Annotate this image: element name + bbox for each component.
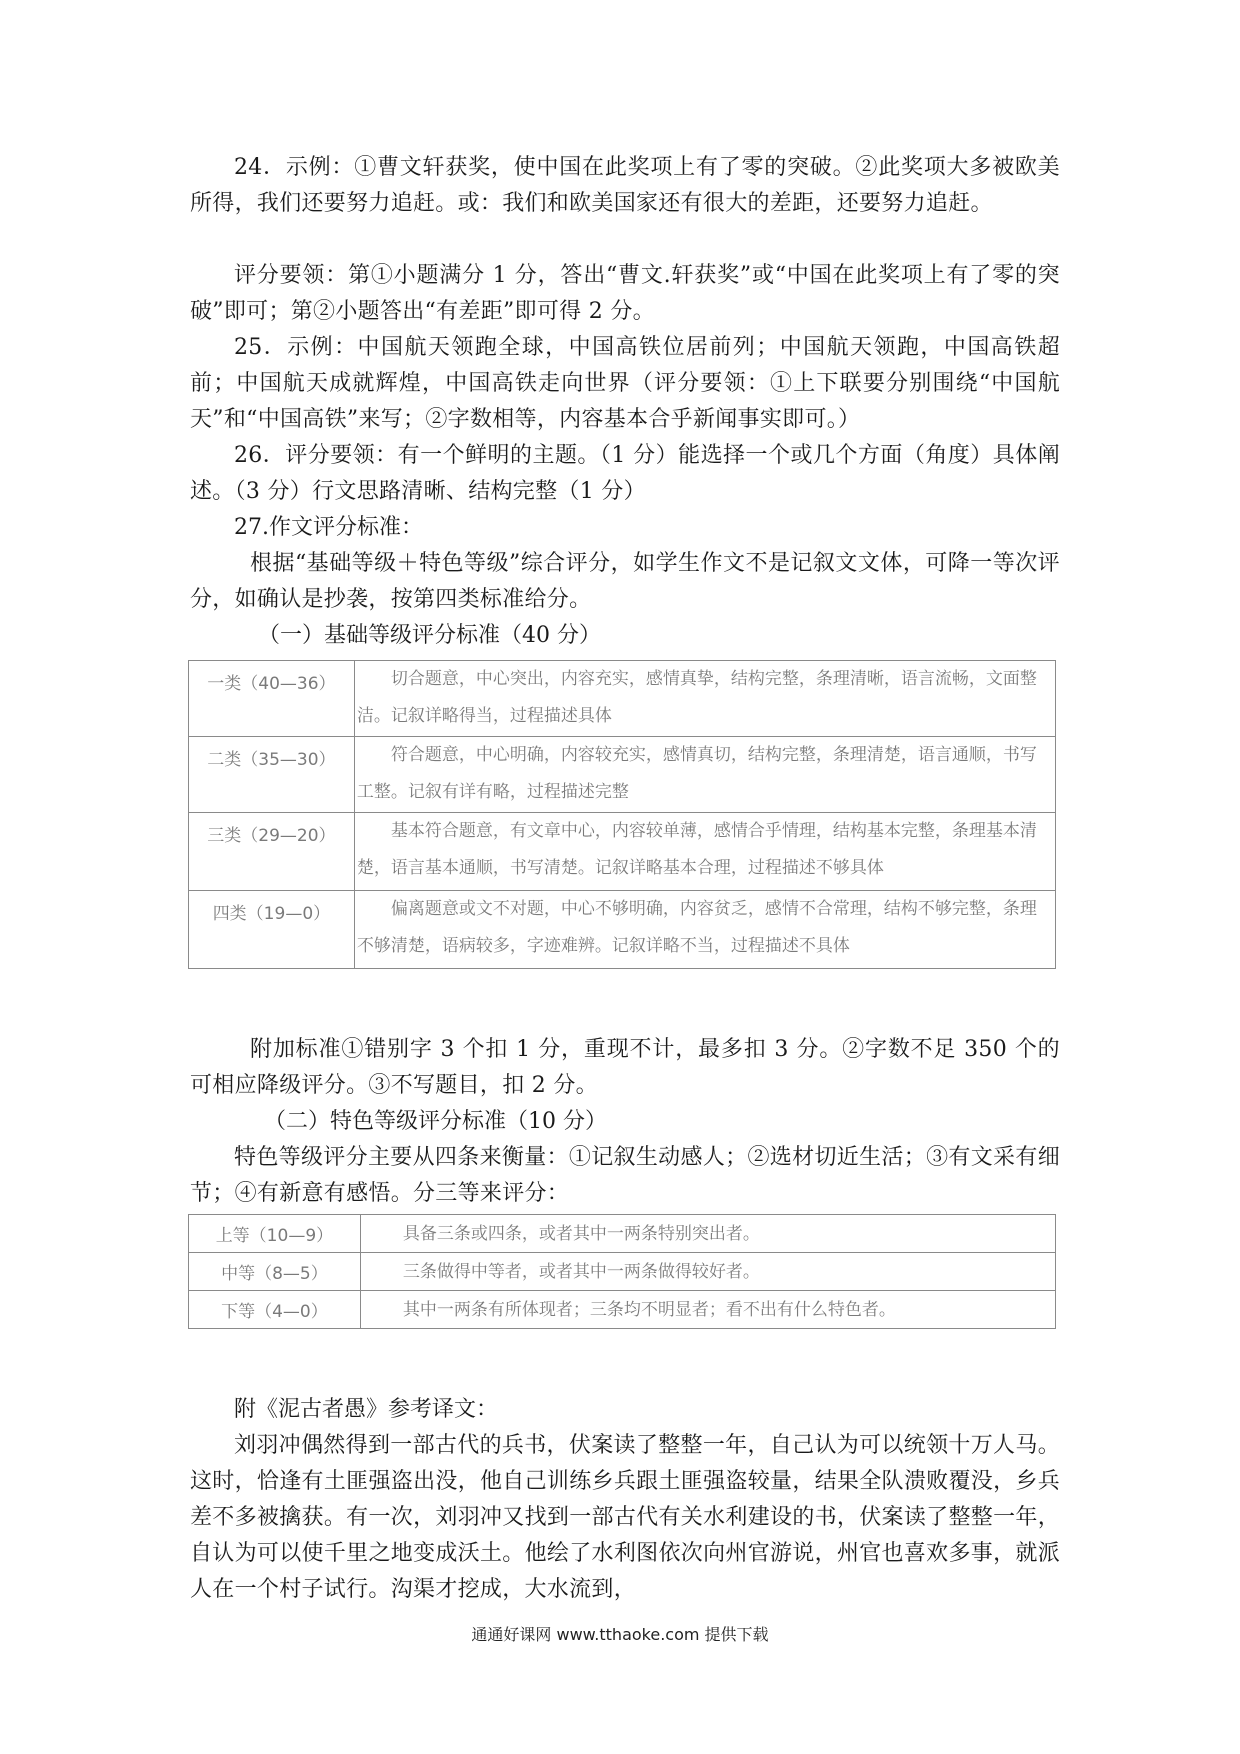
grade-description: 切合题意，中心突出，内容充实，感情真挚，结构完整，条理清晰，语言流畅，文面整洁。记叙详略得当，过程描述具体 — [354, 661, 1055, 737]
translation-body: 刘羽冲偶然得到一部古代的兵书，伏案读了整整一年，自己认为可以统领十万人马。这时，恰逢有土匪强盗出没，他自己训练乡兵跟土匪强盗较量，结果全队溃败覆没，乡兵差不多被擒获。有一次，刘羽冲又找到一部古代有关水利建设的书，伏案读了整整一年，自认为可以使千里之地变成沃土。他绘了水利图依次向州官游说，州官也喜欢多事，就派人在一个村子试行。沟渠才挖成，大水流到， — [190, 1433, 1060, 1602]
table-row — [189, 737, 1056, 813]
feature-grade-heading: （二）特色等级评分标准（10 分） — [264, 1109, 607, 1134]
grade-description: 三条做得中等者，或者其中一两条做得较好者。 — [360, 1253, 1055, 1291]
grade-label: 三类（29—20） — [189, 813, 355, 891]
grade-label: 上等（10—9） — [189, 1215, 361, 1253]
grade-label: 一类（40—36） — [189, 661, 355, 737]
table-row — [189, 891, 1056, 969]
feature-grade-intro: 特色等级评分主要从四条来衡量：①记叙生动感人；②选材切近生活；③有文采有细节；④有新意有感悟。分三等来评分： — [190, 1145, 1060, 1206]
q24-scoring: 评分要领：第①小题满分 1 分，答出“曹文.轩获奖”或“中国在此奖项上有了零的突破”即可；第②小题答出“有差距”即可得 2 分。 — [190, 263, 1060, 324]
table-row — [189, 1253, 1056, 1291]
table-row — [189, 661, 1056, 737]
basic-grade-table — [188, 660, 1056, 969]
grade-description: 基本符合题意，有文章中心，内容较单薄，感情合乎情理，结构基本完整，条理基本清楚，语言基本通顺，书写清楚。记叙详略基本合理，过程描述不够具体 — [354, 813, 1055, 891]
translation-heading: 附《泥古者愚》参考译文： — [234, 1397, 499, 1422]
grade-label: 四类（19—0） — [189, 891, 355, 969]
table-row — [189, 1215, 1056, 1253]
feature-grade-table — [188, 1214, 1056, 1329]
grade-label: 下等（4—0） — [189, 1291, 361, 1329]
grade-description: 偏离题意或文不对题，中心不够明确，内容贫乏，感情不合常理，结构不够完整，条理不够清楚，语病较多，字迹难辨。记叙详略不当，过程描述不具体 — [354, 891, 1055, 969]
grade-description: 符合题意，中心明确，内容较充实，感情真切，结构完整，条理清楚，语言通顺，书写工整。记叙有详有略，过程描述完整 — [354, 737, 1055, 813]
grade-label: 二类（35—30） — [189, 737, 355, 813]
q26-answer: 26．评分要领：有一个鲜明的主题。（1 分）能选择一个或几个方面（角度）具体阐述。（3 分）行文思路清晰、结构完整（1 分） — [190, 443, 1060, 504]
q27-intro: 根据“基础等级＋特色等级”综合评分，如学生作文不是记叙文文体，可降一等次评分，如确认是抄袭，按第四类标准给分。 — [190, 551, 1060, 612]
q24-answer: 24．示例：①曹文轩获奖，使中国在此奖项上有了零的突破。②此奖项大多被欧美所得，我们还要努力追赶。或：我们和欧美国家还有很大的差距，还要努力追赶。 — [190, 155, 1060, 216]
q27-title: 27.作文评分标准： — [234, 515, 423, 540]
basic-grade-heading: （一）基础等级评分标准（40 分） — [258, 623, 601, 648]
table-row — [189, 1291, 1056, 1329]
grade-label: 中等（8—5） — [189, 1253, 361, 1291]
q25-answer: 25．示例：中国航天领跑全球，中国高铁位居前列；中国航天领跑，中国高铁超前；中国航天成就辉煌，中国高铁走向世界（评分要领：①上下联要分别围绕“中国航天”和“中国高铁”来写；②字数相等，内容基本合乎新闻事实即可。） — [190, 335, 1060, 432]
footer-credit: 通通好课网 www.tthaoke.com 提供下载 — [471, 1625, 769, 1644]
table-row — [189, 813, 1056, 891]
grade-description: 具备三条或四条，或者其中一两条特别突出者。 — [360, 1215, 1055, 1253]
additional-standard: 附加标准①错别字 3 个扣 1 分，重现不计，最多扣 3 分。②字数不足 350 个的可相应降级评分。③不写题目，扣 2 分。 — [190, 1037, 1060, 1098]
grade-description: 其中一两条有所体现者；三条均不明显者；看不出有什么特色者。 — [360, 1291, 1055, 1329]
